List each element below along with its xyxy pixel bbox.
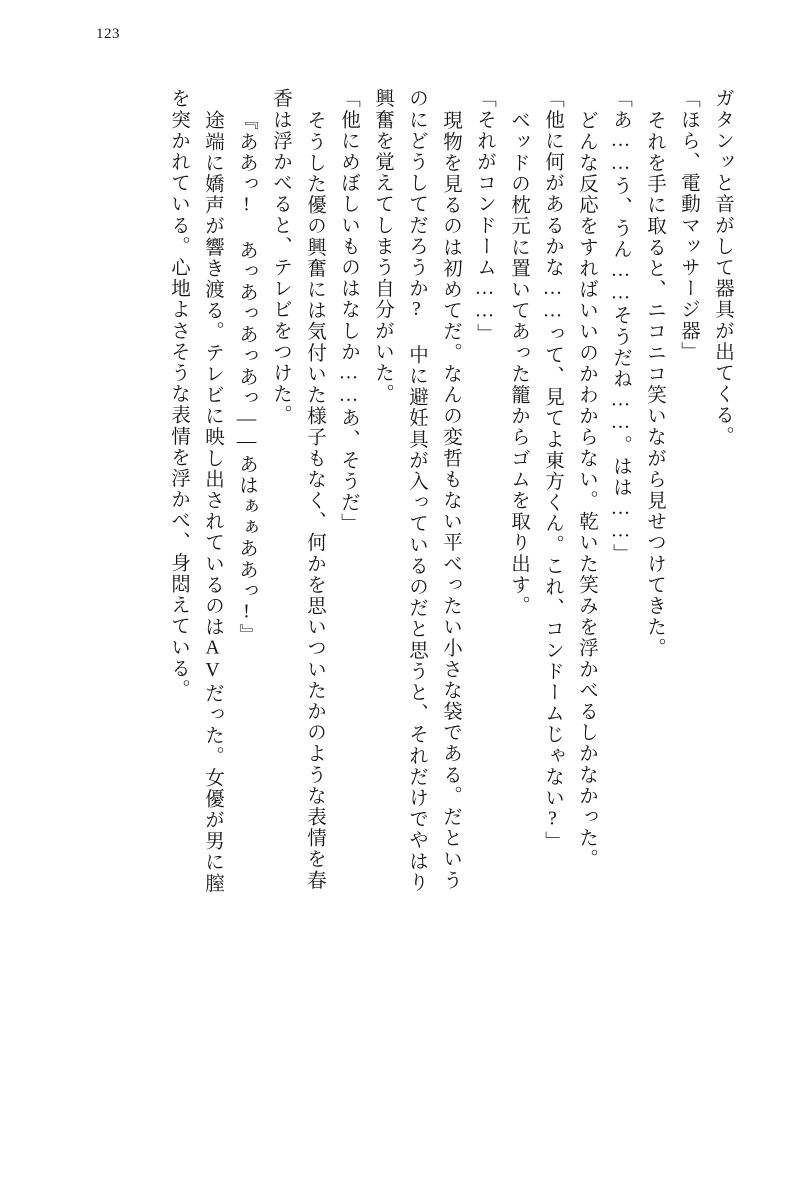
text-line: それを手に取ると、ニコニコ笑いながら見せつけてきた。 [644,110,665,659]
text-line: 興奮を覚えてしまう自分がいた。 [372,88,393,405]
page-number: 123 [96,26,120,42]
text-line: 香は浮かべると、テレビをつけた。 [270,88,291,426]
text-line: 「あ……う、うん……そうだね……。はは……」 [610,88,631,565]
text-line: のにどうしてだろうか? 中に避妊具が入っているのだと思うと、それだけでやはり [406,88,427,893]
text-line: ベッドの枕元に置いてあった籠からゴムを取り出す。 [508,110,529,617]
text-line: 「ほら、電動マッサージ器」 [678,88,699,363]
text-line: 「それがコンドーム……」 [474,88,495,345]
text-line: 「他にめぼしいものはなしか……あ、そうだ」 [338,88,359,535]
novel-text-body [60,88,732,1148]
text-line: どんな反応をすればいいのかわからない。乾いた笑みを浮かべるしかなかった。 [576,110,597,870]
text-line: を突かれている。心地よさそうな表情を浮かべ、身悶えている。 [168,88,189,700]
text-line: 『ああっ! あっあっあっあっ——あはぁぁああっ!』 [236,110,257,645]
text-line: ガタンッと音がして器具が出てくる。 [712,88,733,447]
text-line: そうした優の興奮には気付いた様子もなく、何かを思いついたかのような表情を春 [304,110,325,891]
text-line: 途端に嬌声が響き渡る。テレビに映し出されているのはAVだった。女優が男に膣 [202,110,223,894]
text-line: 「他に何があるかな……って、見てよ東方くん。これ、コンドームじゃない?」 [542,88,563,853]
text-line: 現物を見るのは初めてだ。なんの変哲もない平べったい小さな袋である。だという [440,110,461,891]
